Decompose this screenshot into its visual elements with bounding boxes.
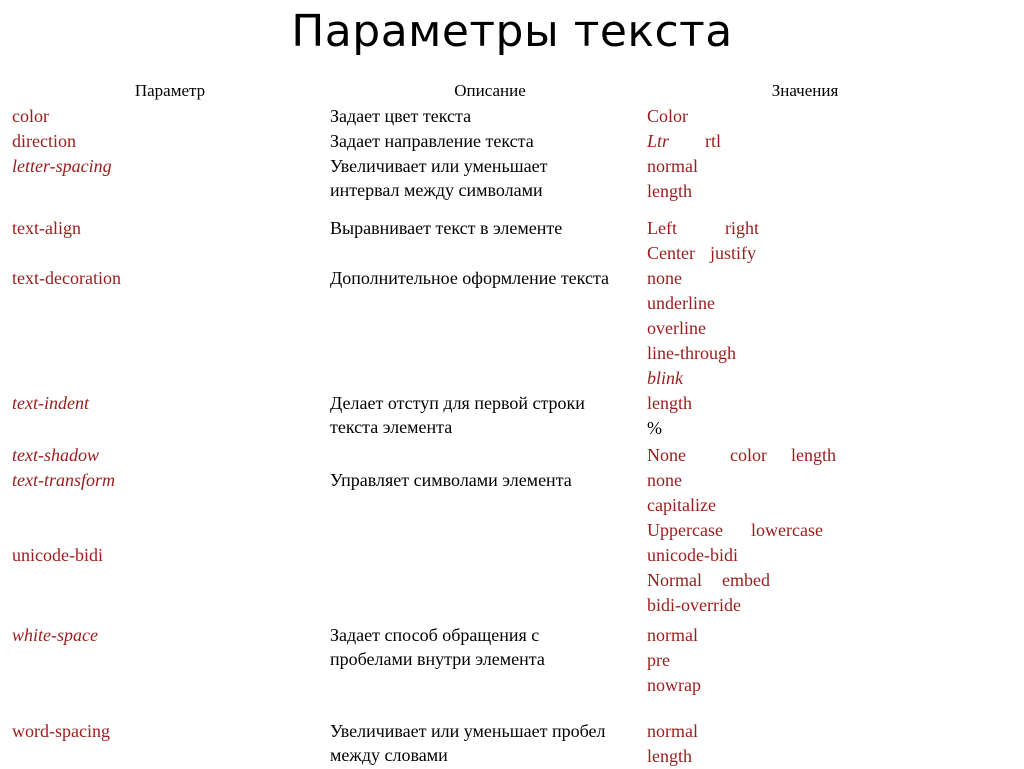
desc-text-decoration: Дополнительное оформление текста (330, 268, 610, 288)
value-text-align-3: justify (710, 243, 757, 263)
value-direction-1: rtl (705, 131, 721, 151)
desc-letter-spacing-line-2: интервал между символами (330, 180, 543, 200)
value-letter-spacing-1: length (647, 181, 692, 201)
desc-color: Задает цвет текста (330, 106, 472, 126)
desc-word-spacing-line-2: между словами (330, 745, 448, 765)
value-white-space-1: pre (647, 650, 670, 670)
header-values: Значения (771, 81, 839, 100)
param-word-spacing: word-spacing (12, 721, 110, 741)
value-unicode-bidi-2: embed (722, 570, 770, 590)
value-color-0: Color (647, 106, 689, 126)
param-text-decoration: text-decoration (12, 268, 121, 288)
value-text-decoration-2: overline (647, 318, 706, 338)
value-text-transform-0: none (647, 470, 682, 490)
value-text-shadow-2: length (791, 445, 836, 465)
value-unicode-bidi-1: Normal (647, 570, 702, 590)
header-description: Описание (454, 81, 526, 100)
value-text-decoration-3: line-through (647, 343, 736, 363)
param-white-space: white-space (12, 625, 98, 645)
value-word-spacing-1: length (647, 746, 692, 766)
value-text-indent-0: length (647, 393, 692, 413)
value-text-decoration-0: none (647, 268, 682, 288)
value-letter-spacing-0: normal (647, 156, 698, 176)
value-text-transform-3: lowercase (751, 520, 823, 540)
page-title: Параметры текста (291, 6, 733, 57)
value-text-transform-1: capitalize (647, 495, 716, 515)
param-color: color (12, 106, 49, 126)
desc-letter-spacing-line-1: Увеличивает или уменьшает (330, 156, 548, 176)
value-text-align-0: Left (647, 218, 677, 238)
value-unicode-bidi-0: unicode-bidi (647, 545, 738, 565)
param-unicode-bidi: unicode-bidi (12, 545, 103, 565)
desc-text-transform: Управляет символами элемента (330, 470, 572, 490)
desc-direction: Задает направление текста (330, 131, 534, 151)
param-text-shadow: text-shadow (12, 445, 99, 465)
desc-text-indent-line-2: текста элемента (330, 417, 453, 437)
param-direction: direction (12, 131, 76, 151)
value-text-shadow-0: None (647, 445, 686, 465)
param-text-transform: text-transform (12, 470, 115, 490)
desc-white-space-line-1: Задает способ обращения с (330, 625, 540, 645)
value-text-shadow-1: color (730, 445, 767, 465)
desc-word-spacing-line-1: Увеличивает или уменьшает пробел (330, 721, 606, 741)
header-param: Параметр (134, 81, 206, 100)
value-text-indent-1: % (647, 418, 662, 438)
value-white-space-2: nowrap (647, 675, 701, 695)
value-unicode-bidi-3: bidi-override (647, 595, 741, 615)
param-text-align: text-align (12, 218, 81, 238)
value-text-align-2: Center (647, 243, 695, 263)
value-text-decoration-1: underline (647, 293, 715, 313)
value-word-spacing-0: normal (647, 721, 698, 741)
value-direction-0: Ltr (647, 131, 670, 151)
value-text-decoration-4: blink (647, 368, 683, 388)
desc-text-indent-line-1: Делает отступ для первой строки (330, 393, 585, 413)
param-text-indent: text-indent (12, 393, 89, 413)
value-white-space-0: normal (647, 625, 698, 645)
value-text-transform-2: Uppercase (647, 520, 723, 540)
value-text-align-1: right (725, 218, 759, 238)
param-letter-spacing: letter-spacing (12, 156, 112, 176)
desc-text-align: Выравнивает текст в элементе (330, 218, 563, 238)
desc-white-space-line-2: пробелами внутри элемента (330, 649, 545, 669)
